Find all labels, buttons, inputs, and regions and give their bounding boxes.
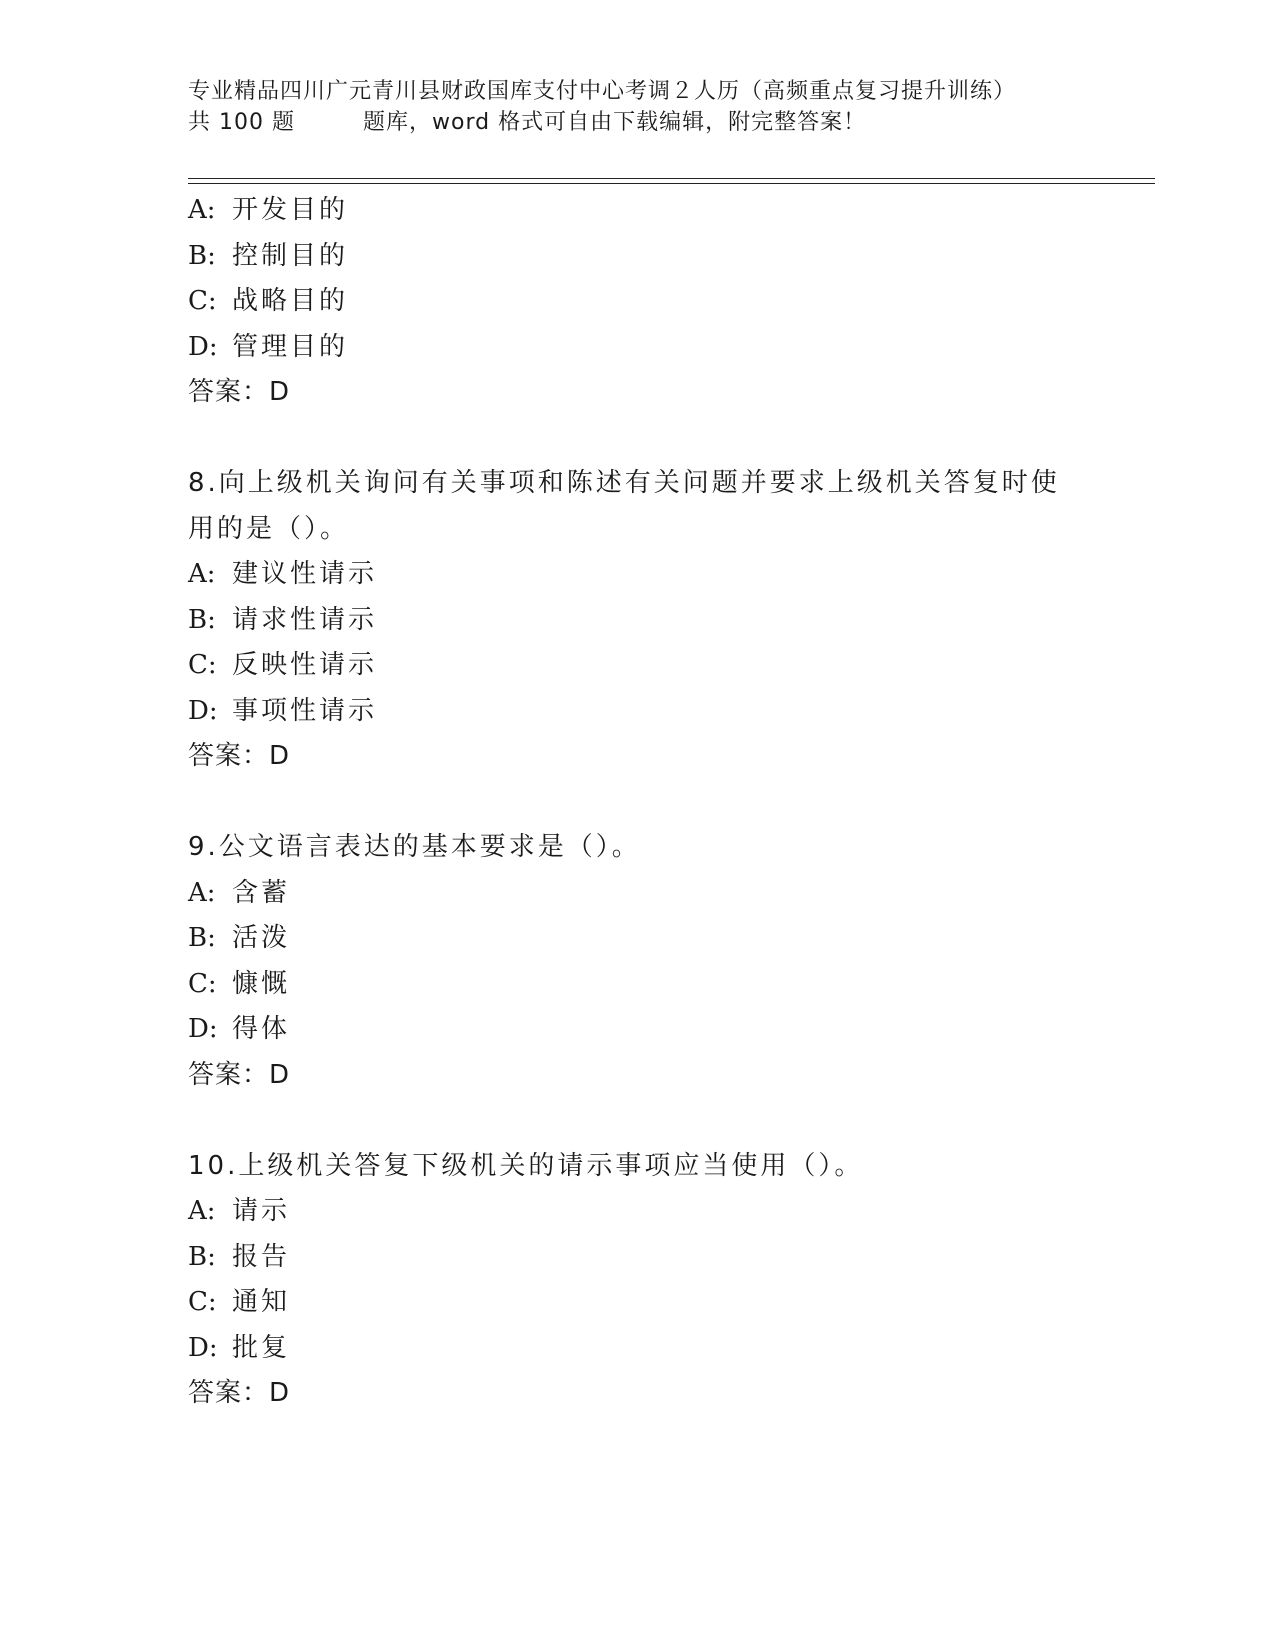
question-10 bbox=[188, 1144, 1088, 1417]
header-divider-bottom bbox=[188, 183, 1155, 184]
spacer bbox=[188, 1098, 1088, 1144]
question-text: 10.上级机关答复下级机关的请示事项应当使用（）。 bbox=[188, 1150, 864, 1181]
question-7 bbox=[188, 188, 1088, 416]
option-a: A: 开发目的 bbox=[188, 195, 349, 225]
option-b: B: 控制目的 bbox=[188, 240, 349, 271]
option-a: A: 建议性请示 bbox=[188, 559, 378, 589]
option-b: B: 报告 bbox=[188, 1241, 291, 1272]
question-text-line-2: 用的是（）。 bbox=[188, 513, 350, 544]
question-text-line-1: 8.向上级机关询问有关事项和陈述有关问题并要求上级机关答复时使 bbox=[188, 468, 1060, 498]
option-d: D: 批复 bbox=[188, 1332, 291, 1363]
question-list bbox=[188, 188, 1088, 1417]
header-subtitle-row bbox=[188, 107, 1088, 138]
answer-line: 答案：D bbox=[188, 1378, 291, 1408]
option-a: A: 含蓄 bbox=[188, 877, 291, 908]
option-a: A: 请示 bbox=[188, 1196, 291, 1226]
option-d: D: 事项性请示 bbox=[188, 695, 378, 726]
answer-line: 答案：D bbox=[188, 741, 291, 771]
question-text: 9.公文语言表达的基本要求是（）。 bbox=[188, 832, 641, 862]
header-title: 专业精品四川广元青川县财政国库支付中心考调２人历（高频重点复习提升训练） bbox=[188, 79, 1017, 104]
option-c: C: 慷慨 bbox=[188, 968, 291, 999]
option-c: C: 战略目的 bbox=[188, 286, 349, 316]
answer-line: 答案：D bbox=[188, 1059, 291, 1090]
question-8 bbox=[188, 461, 1088, 780]
option-c: C: 反映性请示 bbox=[188, 650, 378, 680]
spacer bbox=[188, 780, 1088, 826]
document-header bbox=[188, 76, 1088, 138]
option-b: B: 请求性请示 bbox=[188, 604, 378, 635]
option-c: C: 通知 bbox=[188, 1287, 291, 1317]
spacer bbox=[188, 416, 1088, 462]
question-9 bbox=[188, 825, 1088, 1098]
header-subtitle: 题库，word 格式可自由下载编辑，附完整答案！ bbox=[363, 110, 867, 135]
question-count: 共 100 题 bbox=[188, 110, 295, 135]
option-d: D: 得体 bbox=[188, 1014, 291, 1044]
option-b: B: 活泼 bbox=[188, 923, 291, 953]
option-d: D: 管理目的 bbox=[188, 331, 349, 362]
answer-line: 答案：D bbox=[188, 377, 291, 407]
header-divider-top bbox=[188, 178, 1155, 179]
